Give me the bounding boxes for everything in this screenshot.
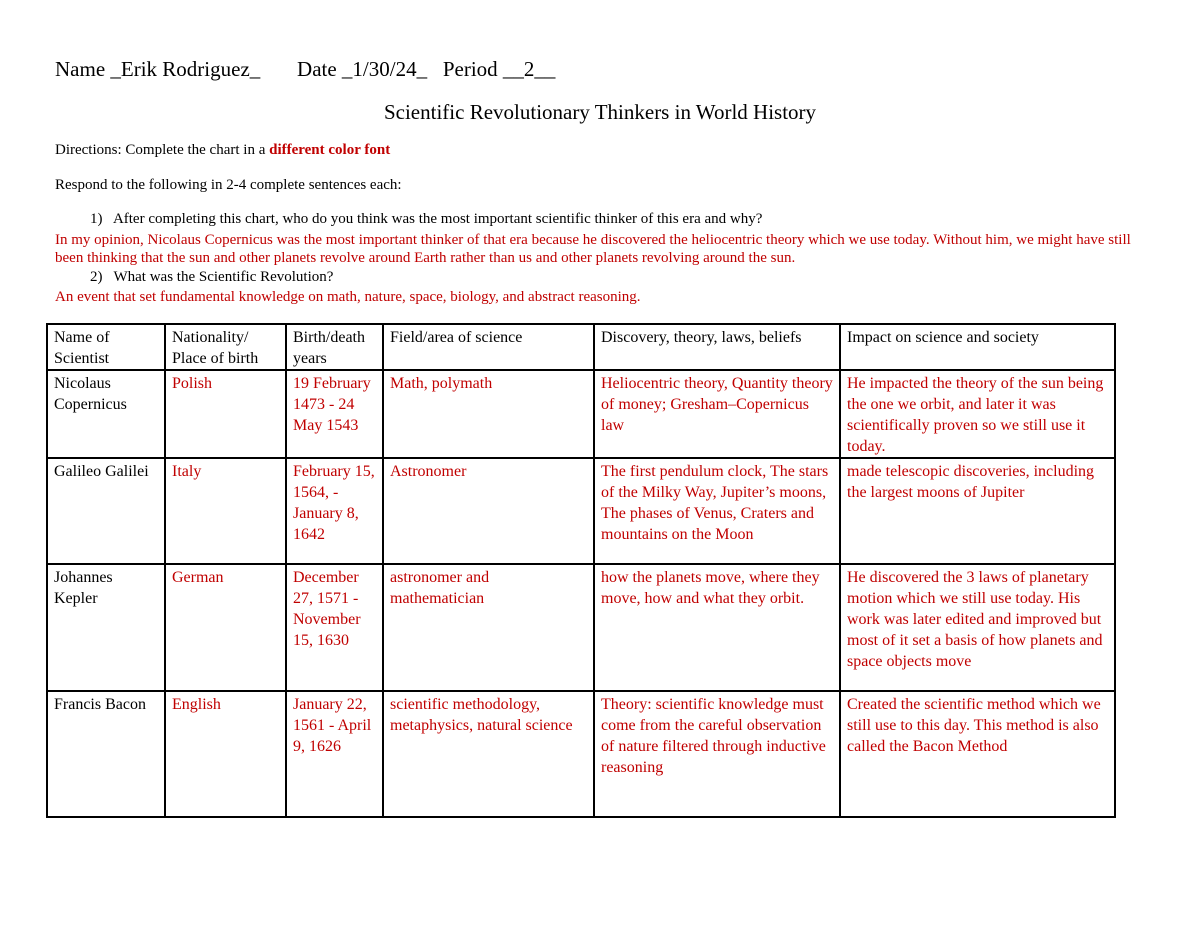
header-years: Birth/death years: [286, 324, 383, 370]
cell-field: scientific methodology, metaphysics, natural science: [383, 691, 594, 817]
cell-years: December 27, 1571 - November 15, 1630: [286, 564, 383, 691]
cell-impact: made telescopic discoveries, including the largest moons of Jupiter: [840, 458, 1115, 564]
cell-name: Johannes Kepler: [47, 564, 165, 691]
question-1-number: 1): [90, 211, 103, 227]
table-header-row: [47, 324, 1115, 370]
question-1: [90, 211, 762, 228]
directions-emphasis: different color font: [269, 142, 391, 158]
table-row: [47, 458, 1115, 564]
cell-years: January 22, 1561 - April 9, 1626: [286, 691, 383, 817]
page-title: Scientific Revolutionary Thinkers in World History: [383, 100, 817, 124]
header-field: Field/area of science: [383, 324, 594, 370]
question-2: [90, 269, 333, 286]
cell-discovery: The first pendulum clock, The stars of the Milky Way, Jupiter’s moons, The phases of Venus, Craters and mountains on the Moon: [594, 458, 840, 564]
cell-field: Math, polymath: [383, 370, 594, 458]
table-row: [47, 564, 1115, 691]
directions-text: Directions: Complete the chart in a: [55, 142, 270, 158]
header-impact: Impact on science and society: [840, 324, 1115, 370]
cell-impact: Created the scientific method which we still use to this day. This method is also called the Bacon Method: [840, 691, 1115, 817]
header-name-date-period: Name _Erik Rodriguez_ Date _1/30/24_ Period __2__: [55, 57, 556, 81]
cell-impact: He impacted the theory of the sun being the one we orbit, and later it was scientifically proven so we still use it today.: [840, 370, 1115, 458]
cell-field: Astronomer: [383, 458, 594, 564]
question-1-text: After completing this chart, who do you think was the most important scientific thinker of this era and why?: [112, 211, 763, 227]
cell-impact: He discovered the 3 laws of planetary motion which we still use today. His work was later edited and improved but most of it set a basis of how planets and space objects move: [840, 564, 1115, 691]
header-name: Name of Scientist: [47, 324, 165, 370]
question-2-number: 2): [90, 269, 103, 285]
cell-nationality: Italy: [165, 458, 286, 564]
cell-years: February 15, 1564, - January 8, 1642: [286, 458, 383, 564]
cell-nationality: Polish: [165, 370, 286, 458]
table-row: [47, 691, 1115, 817]
cell-nationality: English: [165, 691, 286, 817]
cell-discovery: Heliocentric theory, Quantity theory of money; Gresham–Copernicus law: [594, 370, 840, 458]
cell-name: Galileo Galilei: [47, 458, 165, 564]
header-nationality: Nationality/ Place of birth: [165, 324, 286, 370]
cell-name: Nicolaus Copernicus: [47, 370, 165, 458]
question-2-text: What was the Scientific Revolution?: [113, 269, 334, 285]
scientists-chart: [46, 323, 1116, 818]
cell-years: 19 February 1473 - 24 May 1543: [286, 370, 383, 458]
respond-instructions: Respond to the following in 2-4 complete sentences each:: [55, 177, 402, 193]
cell-field: astronomer and mathematician: [383, 564, 594, 691]
table-row: [47, 370, 1115, 458]
cell-discovery: Theory: scientific knowledge must come from the careful observation of nature filtered through inductive reasoning: [594, 691, 840, 817]
cell-discovery: how the planets move, where they move, how and what they orbit.: [594, 564, 840, 691]
cell-nationality: German: [165, 564, 286, 691]
cell-name: Francis Bacon: [47, 691, 165, 817]
answer-2: An event that set fundamental knowledge on math, nature, space, biology, and abstract reasoning.: [55, 289, 641, 305]
answer-1: In my opinion, Nicolaus Copernicus was the most important thinker of that era because he discovered the heliocentric theory which we use today. Without him, we might have still been thinking that the sun and other planets revolve around Earth rather than us and other planets revolving around the sun.: [55, 232, 1131, 266]
directions: [55, 142, 390, 159]
header-discovery: Discovery, theory, laws, beliefs: [594, 324, 840, 370]
